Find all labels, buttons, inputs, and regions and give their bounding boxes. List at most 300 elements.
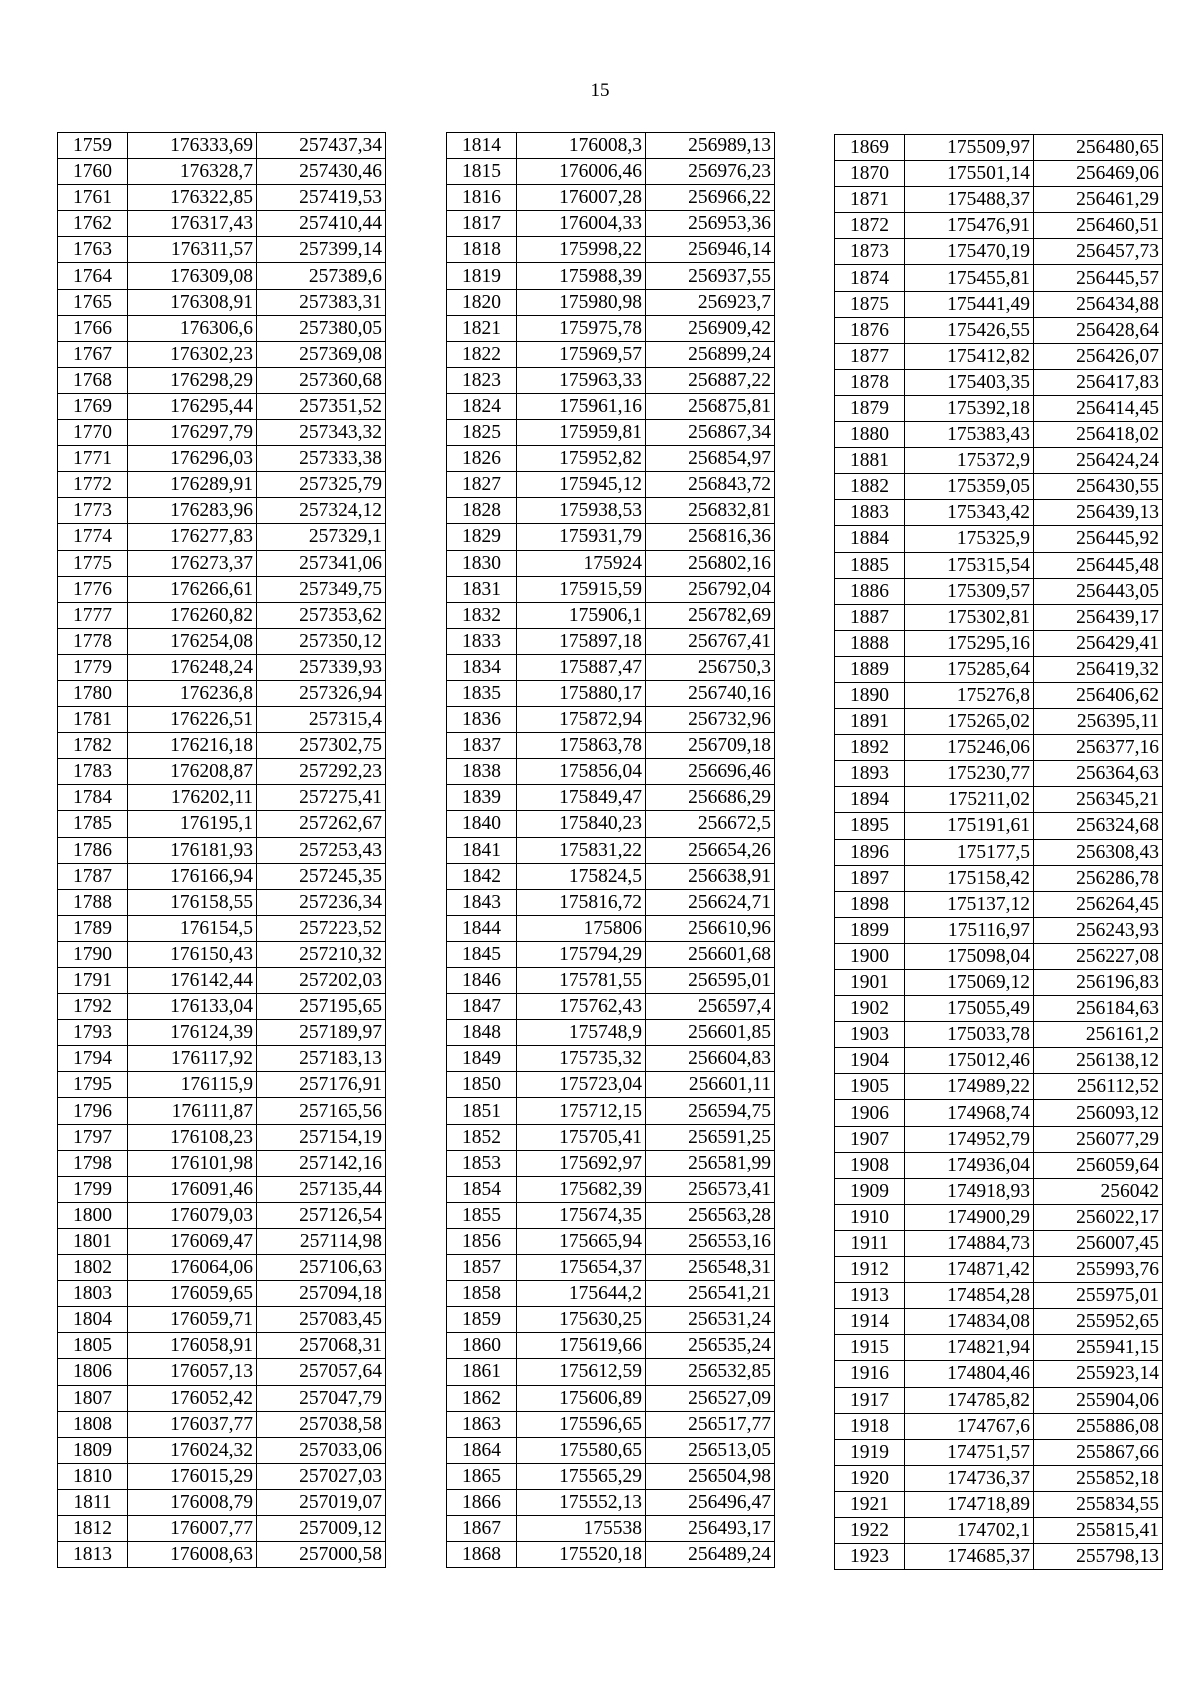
table-row [58, 1228, 386, 1254]
point-number-cell: 1883 [835, 500, 905, 526]
x-coordinate-cell: 175403,35 [905, 369, 1034, 395]
table-row [58, 524, 386, 550]
x-coordinate-cell: 176322,85 [128, 185, 257, 211]
table-row [835, 1022, 1163, 1048]
table-row [835, 213, 1163, 239]
table-row [835, 891, 1163, 917]
point-number-cell: 1773 [58, 498, 128, 524]
table-row [58, 263, 386, 289]
point-number-cell: 1902 [835, 996, 905, 1022]
y-coordinate-cell: 256638,91 [646, 863, 775, 889]
point-number-cell: 1868 [447, 1542, 517, 1568]
point-number-cell: 1829 [447, 524, 517, 550]
point-number-cell: 1914 [835, 1309, 905, 1335]
y-coordinate-cell: 257343,32 [257, 420, 386, 446]
point-number-cell: 1854 [447, 1176, 517, 1202]
y-coordinate-cell: 257339,93 [257, 654, 386, 680]
y-coordinate-cell: 255834,55 [1034, 1491, 1163, 1517]
table-row [835, 187, 1163, 213]
y-coordinate-cell: 257351,52 [257, 393, 386, 419]
table-row [58, 785, 386, 811]
x-coordinate-cell: 176266,61 [128, 576, 257, 602]
y-coordinate-cell: 257333,38 [257, 446, 386, 472]
point-number-cell: 1887 [835, 604, 905, 630]
x-coordinate-cell: 175612,59 [517, 1359, 646, 1385]
x-coordinate-cell: 174751,57 [905, 1439, 1034, 1465]
x-coordinate-cell: 175887,47 [517, 654, 646, 680]
y-coordinate-cell: 256816,36 [646, 524, 775, 550]
x-coordinate-cell: 176248,24 [128, 654, 257, 680]
y-coordinate-cell: 257369,08 [257, 341, 386, 367]
table-row [835, 682, 1163, 708]
x-coordinate-cell: 175630,25 [517, 1307, 646, 1333]
y-coordinate-cell: 255886,08 [1034, 1413, 1163, 1439]
point-number-cell: 1897 [835, 865, 905, 891]
y-coordinate-cell: 256513,05 [646, 1437, 775, 1463]
table-row [835, 1048, 1163, 1074]
y-coordinate-cell: 256535,24 [646, 1333, 775, 1359]
table-row [58, 1307, 386, 1333]
point-number-cell: 1776 [58, 576, 128, 602]
point-number-cell: 1796 [58, 1098, 128, 1124]
y-coordinate-cell: 256460,51 [1034, 213, 1163, 239]
x-coordinate-cell: 174685,37 [905, 1544, 1034, 1570]
point-number-cell: 1811 [58, 1489, 128, 1515]
point-number-cell: 1799 [58, 1176, 128, 1202]
table-row [447, 1489, 775, 1515]
y-coordinate-cell: 256966,22 [646, 185, 775, 211]
point-number-cell: 1801 [58, 1228, 128, 1254]
point-number-cell: 1892 [835, 735, 905, 761]
y-coordinate-cell: 257033,06 [257, 1437, 386, 1463]
table-row [447, 1542, 775, 1568]
y-coordinate-cell: 256672,5 [646, 811, 775, 837]
x-coordinate-cell: 175606,89 [517, 1385, 646, 1411]
x-coordinate-cell: 174804,46 [905, 1361, 1034, 1387]
point-number-cell: 1813 [58, 1542, 128, 1568]
y-coordinate-cell: 256426,07 [1034, 343, 1163, 369]
y-coordinate-cell: 256767,41 [646, 628, 775, 654]
y-coordinate-cell: 257275,41 [257, 785, 386, 811]
x-coordinate-cell: 175012,46 [905, 1048, 1034, 1074]
x-coordinate-cell: 176008,3 [517, 133, 646, 159]
point-number-cell: 1873 [835, 239, 905, 265]
point-number-cell: 1896 [835, 839, 905, 865]
y-coordinate-cell: 257126,54 [257, 1202, 386, 1228]
x-coordinate-cell: 175682,39 [517, 1176, 646, 1202]
table-row [58, 498, 386, 524]
x-coordinate-cell: 175476,91 [905, 213, 1034, 239]
point-number-cell: 1827 [447, 472, 517, 498]
y-coordinate-cell: 257094,18 [257, 1281, 386, 1307]
table-row [447, 707, 775, 733]
x-coordinate-cell: 175509,97 [905, 135, 1034, 161]
y-coordinate-cell: 257380,05 [257, 315, 386, 341]
y-coordinate-cell: 256946,14 [646, 237, 775, 263]
y-coordinate-cell: 257262,67 [257, 811, 386, 837]
y-coordinate-cell: 257389,6 [257, 263, 386, 289]
x-coordinate-cell: 176007,28 [517, 185, 646, 211]
table-row [835, 943, 1163, 969]
table-row [835, 291, 1163, 317]
x-coordinate-cell: 175952,82 [517, 446, 646, 472]
coordinates-table-2 [446, 132, 775, 1568]
x-coordinate-cell: 176142,44 [128, 968, 257, 994]
table-row [447, 133, 775, 159]
x-coordinate-cell: 175488,37 [905, 187, 1034, 213]
table-row [835, 1517, 1163, 1543]
x-coordinate-cell: 175033,78 [905, 1022, 1034, 1048]
table-row [58, 211, 386, 237]
table-row [58, 133, 386, 159]
x-coordinate-cell: 175762,43 [517, 994, 646, 1020]
table-row [58, 341, 386, 367]
x-coordinate-cell: 176296,03 [128, 446, 257, 472]
x-coordinate-cell: 175961,16 [517, 393, 646, 419]
point-number-cell: 1886 [835, 578, 905, 604]
point-number-cell: 1831 [447, 576, 517, 602]
point-number-cell: 1794 [58, 1046, 128, 1072]
y-coordinate-cell: 256406,62 [1034, 682, 1163, 708]
point-number-cell: 1788 [58, 889, 128, 915]
y-coordinate-cell: 256843,72 [646, 472, 775, 498]
x-coordinate-cell: 174767,6 [905, 1413, 1034, 1439]
table-row [58, 1072, 386, 1098]
point-number-cell: 1879 [835, 395, 905, 421]
y-coordinate-cell: 256597,4 [646, 994, 775, 1020]
y-coordinate-cell: 256428,64 [1034, 317, 1163, 343]
point-number-cell: 1884 [835, 526, 905, 552]
table-row [835, 1361, 1163, 1387]
point-number-cell: 1911 [835, 1230, 905, 1256]
table-row [835, 917, 1163, 943]
y-coordinate-cell: 256308,43 [1034, 839, 1163, 865]
point-number-cell: 1852 [447, 1124, 517, 1150]
y-coordinate-cell: 256414,45 [1034, 395, 1163, 421]
x-coordinate-cell: 175723,04 [517, 1072, 646, 1098]
table-row [447, 237, 775, 263]
table-row [835, 1309, 1163, 1335]
table-row [835, 578, 1163, 604]
x-coordinate-cell: 176091,46 [128, 1176, 257, 1202]
table-row [835, 135, 1163, 161]
point-number-cell: 1847 [447, 994, 517, 1020]
y-coordinate-cell: 256364,63 [1034, 761, 1163, 787]
y-coordinate-cell: 256875,81 [646, 393, 775, 419]
y-coordinate-cell: 257302,75 [257, 733, 386, 759]
x-coordinate-cell: 176101,98 [128, 1150, 257, 1176]
table-row [58, 1463, 386, 1489]
y-coordinate-cell: 256802,16 [646, 550, 775, 576]
x-coordinate-cell: 175840,23 [517, 811, 646, 837]
y-coordinate-cell: 256007,45 [1034, 1230, 1163, 1256]
x-coordinate-cell: 175880,17 [517, 680, 646, 706]
point-number-cell: 1780 [58, 680, 128, 706]
x-coordinate-cell: 176111,87 [128, 1098, 257, 1124]
x-coordinate-cell: 176216,18 [128, 733, 257, 759]
y-coordinate-cell: 256480,65 [1034, 135, 1163, 161]
table-row [58, 889, 386, 915]
table-row [835, 1100, 1163, 1126]
table-row [835, 656, 1163, 682]
y-coordinate-cell: 257419,53 [257, 185, 386, 211]
y-coordinate-cell: 256517,77 [646, 1411, 775, 1437]
y-coordinate-cell: 255975,01 [1034, 1283, 1163, 1309]
y-coordinate-cell: 255815,41 [1034, 1517, 1163, 1543]
x-coordinate-cell: 175705,41 [517, 1124, 646, 1150]
x-coordinate-cell: 175644,2 [517, 1281, 646, 1307]
x-coordinate-cell: 175980,98 [517, 289, 646, 315]
y-coordinate-cell: 256419,32 [1034, 656, 1163, 682]
point-number-cell: 1841 [447, 837, 517, 863]
x-coordinate-cell: 174785,82 [905, 1387, 1034, 1413]
x-coordinate-cell: 175806 [517, 915, 646, 941]
x-coordinate-cell: 175265,02 [905, 709, 1034, 735]
point-number-cell: 1784 [58, 785, 128, 811]
x-coordinate-cell: 175963,33 [517, 367, 646, 393]
table-row [835, 735, 1163, 761]
table-row [835, 422, 1163, 448]
table-row [447, 889, 775, 915]
y-coordinate-cell: 256595,01 [646, 968, 775, 994]
table-row [447, 733, 775, 759]
table-row [447, 785, 775, 811]
table-row [447, 341, 775, 367]
y-coordinate-cell: 256264,45 [1034, 891, 1163, 917]
table-row [58, 1515, 386, 1541]
x-coordinate-cell: 175455,81 [905, 265, 1034, 291]
point-number-cell: 1865 [447, 1463, 517, 1489]
point-number-cell: 1864 [447, 1437, 517, 1463]
x-coordinate-cell: 175552,13 [517, 1489, 646, 1515]
table-row [58, 733, 386, 759]
x-coordinate-cell: 175069,12 [905, 970, 1034, 996]
point-number-cell: 1759 [58, 133, 128, 159]
y-coordinate-cell: 257324,12 [257, 498, 386, 524]
y-coordinate-cell: 257210,32 [257, 941, 386, 967]
y-coordinate-cell: 256093,12 [1034, 1100, 1163, 1126]
point-number-cell: 1779 [58, 654, 128, 680]
table-row [58, 420, 386, 446]
point-number-cell: 1877 [835, 343, 905, 369]
x-coordinate-cell: 175302,81 [905, 604, 1034, 630]
table-row [835, 1491, 1163, 1517]
x-coordinate-cell: 175538 [517, 1515, 646, 1541]
table-row [447, 1411, 775, 1437]
table-row [835, 1126, 1163, 1152]
y-coordinate-cell: 257353,62 [257, 602, 386, 628]
point-number-cell: 1890 [835, 682, 905, 708]
point-number-cell: 1889 [835, 656, 905, 682]
x-coordinate-cell: 175441,49 [905, 291, 1034, 317]
x-coordinate-cell: 175906,1 [517, 602, 646, 628]
table-row [835, 865, 1163, 891]
x-coordinate-cell: 176317,43 [128, 211, 257, 237]
y-coordinate-cell: 257202,03 [257, 968, 386, 994]
table-row [447, 1202, 775, 1228]
point-number-cell: 1824 [447, 393, 517, 419]
point-number-cell: 1848 [447, 1020, 517, 1046]
point-number-cell: 1803 [58, 1281, 128, 1307]
point-number-cell: 1867 [447, 1515, 517, 1541]
table-row [447, 759, 775, 785]
y-coordinate-cell: 256112,52 [1034, 1074, 1163, 1100]
table-row [58, 1202, 386, 1228]
point-number-cell: 1874 [835, 265, 905, 291]
point-number-cell: 1862 [447, 1385, 517, 1411]
y-coordinate-cell: 256601,85 [646, 1020, 775, 1046]
x-coordinate-cell: 174952,79 [905, 1126, 1034, 1152]
y-coordinate-cell: 255867,66 [1034, 1439, 1163, 1465]
x-coordinate-cell: 175794,29 [517, 941, 646, 967]
y-coordinate-cell: 257430,46 [257, 159, 386, 185]
point-number-cell: 1910 [835, 1204, 905, 1230]
x-coordinate-cell: 175191,61 [905, 813, 1034, 839]
point-number-cell: 1876 [835, 317, 905, 343]
point-number-cell: 1835 [447, 680, 517, 706]
x-coordinate-cell: 175325,9 [905, 526, 1034, 552]
table-row [447, 576, 775, 602]
table-row [447, 1150, 775, 1176]
y-coordinate-cell: 257341,06 [257, 550, 386, 576]
y-coordinate-cell: 257189,97 [257, 1020, 386, 1046]
y-coordinate-cell: 256553,16 [646, 1228, 775, 1254]
point-number-cell: 1869 [835, 135, 905, 161]
x-coordinate-cell: 175246,06 [905, 735, 1034, 761]
y-coordinate-cell: 256196,83 [1034, 970, 1163, 996]
x-coordinate-cell: 175359,05 [905, 474, 1034, 500]
y-coordinate-cell: 256469,06 [1034, 161, 1163, 187]
y-coordinate-cell: 255798,13 [1034, 1544, 1163, 1570]
table-row [835, 1335, 1163, 1361]
point-number-cell: 1860 [447, 1333, 517, 1359]
table-row [58, 367, 386, 393]
point-number-cell: 1777 [58, 602, 128, 628]
table-row [58, 1124, 386, 1150]
y-coordinate-cell: 257315,4 [257, 707, 386, 733]
point-number-cell: 1900 [835, 943, 905, 969]
table-row [447, 994, 775, 1020]
x-coordinate-cell: 175295,16 [905, 630, 1034, 656]
y-coordinate-cell: 256610,96 [646, 915, 775, 941]
x-coordinate-cell: 175276,8 [905, 682, 1034, 708]
table-row [58, 550, 386, 576]
x-coordinate-cell: 175230,77 [905, 761, 1034, 787]
table-row [835, 1387, 1163, 1413]
y-coordinate-cell: 257068,31 [257, 1333, 386, 1359]
table-row [58, 1176, 386, 1202]
point-number-cell: 1793 [58, 1020, 128, 1046]
table-row [447, 941, 775, 967]
table-row [58, 472, 386, 498]
x-coordinate-cell: 176052,42 [128, 1385, 257, 1411]
x-coordinate-cell: 176133,04 [128, 994, 257, 1020]
y-coordinate-cell: 256591,25 [646, 1124, 775, 1150]
point-number-cell: 1837 [447, 733, 517, 759]
x-coordinate-cell: 175938,53 [517, 498, 646, 524]
table-row [447, 263, 775, 289]
point-number-cell: 1863 [447, 1411, 517, 1437]
point-number-cell: 1766 [58, 315, 128, 341]
table-row [447, 289, 775, 315]
point-number-cell: 1839 [447, 785, 517, 811]
y-coordinate-cell: 256548,31 [646, 1255, 775, 1281]
point-number-cell: 1805 [58, 1333, 128, 1359]
x-coordinate-cell: 176158,55 [128, 889, 257, 915]
y-coordinate-cell: 256782,69 [646, 602, 775, 628]
table-row [447, 837, 775, 863]
point-number-cell: 1846 [447, 968, 517, 994]
x-coordinate-cell: 175849,47 [517, 785, 646, 811]
x-coordinate-cell: 176297,79 [128, 420, 257, 446]
point-number-cell: 1782 [58, 733, 128, 759]
point-number-cell: 1923 [835, 1544, 905, 1570]
y-coordinate-cell: 256161,2 [1034, 1022, 1163, 1048]
table-row [58, 1281, 386, 1307]
x-coordinate-cell: 174968,74 [905, 1100, 1034, 1126]
point-number-cell: 1830 [447, 550, 517, 576]
x-coordinate-cell: 176008,79 [128, 1489, 257, 1515]
point-number-cell: 1843 [447, 889, 517, 915]
table-row [58, 393, 386, 419]
x-coordinate-cell: 175998,22 [517, 237, 646, 263]
x-coordinate-cell: 176124,39 [128, 1020, 257, 1046]
x-coordinate-cell: 176150,43 [128, 941, 257, 967]
y-coordinate-cell: 256832,81 [646, 498, 775, 524]
table-row [447, 1072, 775, 1098]
y-coordinate-cell: 257135,44 [257, 1176, 386, 1202]
point-number-cell: 1786 [58, 837, 128, 863]
table-row [447, 1020, 775, 1046]
y-coordinate-cell: 256461,29 [1034, 187, 1163, 213]
table-row [835, 265, 1163, 291]
y-coordinate-cell: 256989,13 [646, 133, 775, 159]
y-coordinate-cell: 256601,68 [646, 941, 775, 967]
point-number-cell: 1845 [447, 941, 517, 967]
point-number-cell: 1809 [58, 1437, 128, 1463]
y-coordinate-cell: 257057,64 [257, 1359, 386, 1385]
table-row [835, 1413, 1163, 1439]
y-coordinate-cell: 257360,68 [257, 367, 386, 393]
table-row [447, 1307, 775, 1333]
y-coordinate-cell: 256792,04 [646, 576, 775, 602]
point-number-cell: 1772 [58, 472, 128, 498]
point-number-cell: 1850 [447, 1072, 517, 1098]
table-row [58, 994, 386, 1020]
y-coordinate-cell: 256541,21 [646, 1281, 775, 1307]
x-coordinate-cell: 176024,32 [128, 1437, 257, 1463]
point-number-cell: 1762 [58, 211, 128, 237]
table-row [835, 317, 1163, 343]
table-row [835, 1544, 1163, 1570]
y-coordinate-cell: 256976,23 [646, 159, 775, 185]
x-coordinate-cell: 176166,94 [128, 863, 257, 889]
x-coordinate-cell: 176298,29 [128, 367, 257, 393]
point-number-cell: 1781 [58, 707, 128, 733]
x-coordinate-cell: 176064,06 [128, 1255, 257, 1281]
x-coordinate-cell: 176260,82 [128, 602, 257, 628]
y-coordinate-cell: 256418,02 [1034, 422, 1163, 448]
point-number-cell: 1790 [58, 941, 128, 967]
y-coordinate-cell: 257349,75 [257, 576, 386, 602]
y-coordinate-cell: 256395,11 [1034, 709, 1163, 735]
y-coordinate-cell: 256709,18 [646, 733, 775, 759]
y-coordinate-cell: 257154,19 [257, 1124, 386, 1150]
table-row [447, 211, 775, 237]
y-coordinate-cell: 255904,06 [1034, 1387, 1163, 1413]
point-number-cell: 1859 [447, 1307, 517, 1333]
x-coordinate-cell: 176254,08 [128, 628, 257, 654]
